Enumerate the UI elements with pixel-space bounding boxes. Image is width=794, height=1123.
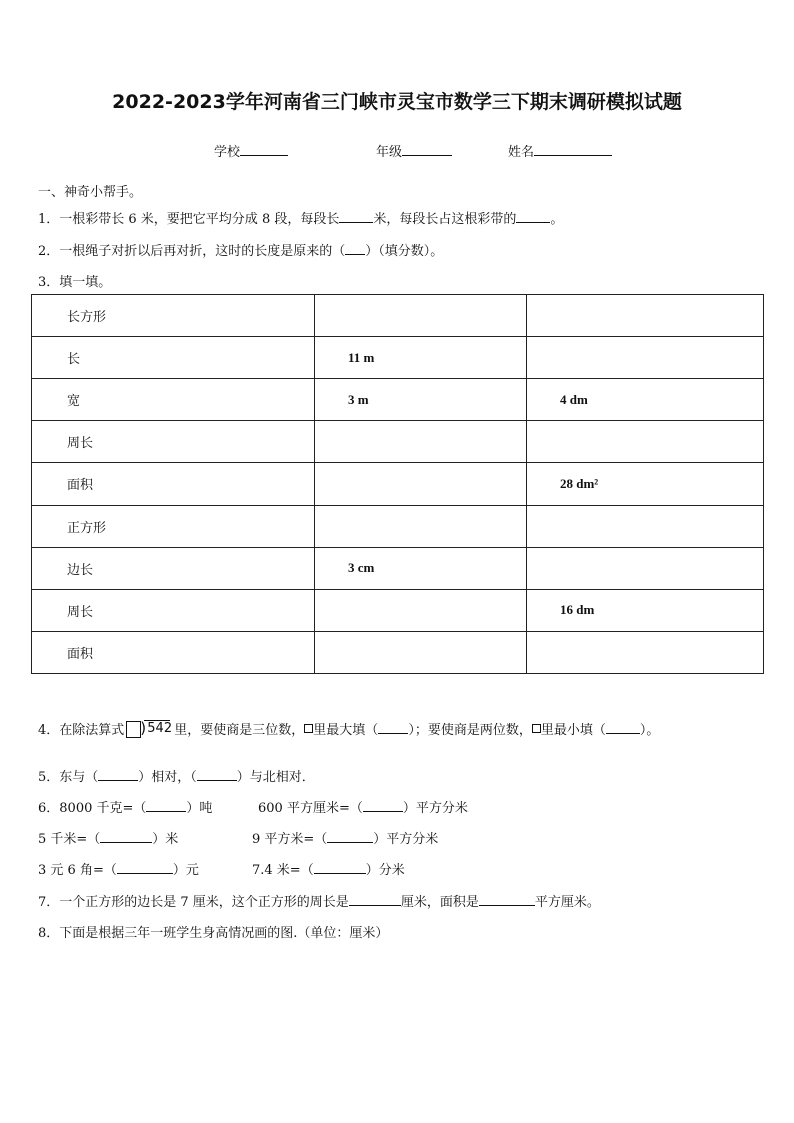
table-cell[interactable] — [527, 631, 764, 673]
dividend: 542 — [147, 721, 173, 736]
q5-blank-2[interactable] — [197, 766, 237, 781]
q6-r1-text-d: ）平方分米 — [402, 801, 468, 816]
table-cell[interactable] — [527, 337, 764, 379]
name-blank[interactable] — [534, 141, 612, 156]
table-row — [32, 589, 764, 631]
section-heading: 一、神奇小帮手。 — [38, 185, 143, 200]
table-row-label: 长 — [32, 337, 315, 379]
q6-r3-text-a: 3 元 6 角=（ — [38, 863, 117, 878]
q1-text-b: 米，每段长占这根彩带的 — [373, 212, 517, 227]
table-cell[interactable] — [527, 547, 764, 589]
grade-blank[interactable] — [402, 141, 452, 156]
fill-table — [31, 294, 764, 674]
q6-r3-blank-2[interactable] — [314, 859, 366, 874]
q6-r1-blank-1[interactable] — [146, 797, 186, 812]
q6-r3-text-d: ）分米 — [365, 863, 405, 878]
table-row-label: 周长 — [32, 589, 315, 631]
table-row — [32, 379, 764, 421]
question-7 — [38, 891, 600, 910]
question-8: 8．下面是根据三年一班学生身高情况画的图.（单位：厘米） — [38, 926, 389, 941]
q1-blank-1[interactable] — [339, 208, 373, 223]
table-cell[interactable] — [315, 421, 527, 463]
table-row — [32, 421, 764, 463]
q1-blank-2[interactable] — [516, 208, 550, 223]
table-cell[interactable] — [315, 295, 527, 337]
q4-text-f: ）。 — [639, 723, 660, 738]
q7-text-c: 平方厘米。 — [534, 895, 600, 910]
question-6-row-3-right — [252, 859, 405, 878]
table-cell[interactable]: 28 dm² — [527, 463, 764, 505]
q5-text-a: 5．东与（ — [38, 770, 99, 785]
grade-label: 年级 — [376, 145, 403, 160]
table-cell[interactable]: 3 m — [315, 379, 527, 421]
table-row-label: 长方形 — [32, 295, 315, 337]
table-cell[interactable] — [315, 589, 527, 631]
table-row — [32, 547, 764, 589]
q1-text-a: 1．一根彩带长 6 米，要把它平均分成 8 段，每段长 — [38, 212, 340, 227]
page-title: 2022-2023学年河南省三门峡市灵宝市数学三下期末调研模拟试题 — [112, 91, 682, 113]
q4-text-b: 里，要使商是三位数， — [174, 723, 305, 738]
table-cell[interactable]: 11 m — [315, 337, 527, 379]
division-bracket: ) — [140, 719, 147, 737]
table-row — [32, 337, 764, 379]
division-expression — [126, 720, 172, 738]
q2-blank[interactable] — [345, 240, 365, 255]
q6-r3-blank-1[interactable] — [117, 859, 173, 874]
q4-text-e: 里最小填（ — [540, 723, 606, 738]
q6-r1-text-b: ）吨 — [186, 801, 213, 816]
question-3: 3．填一填。 — [38, 275, 112, 290]
question-6-row-2 — [38, 828, 178, 847]
divisor-box[interactable] — [126, 721, 141, 738]
q6-r2-text-a: 5 千米=（ — [38, 832, 101, 847]
q4-text-c: 里最大填（ — [313, 723, 379, 738]
table-row — [32, 505, 764, 547]
table-cell[interactable] — [315, 505, 527, 547]
q1-text-c: 。 — [550, 212, 564, 227]
q6-r3-text-c: 7.4 米=（ — [252, 863, 314, 878]
question-6-row-1-right — [258, 797, 468, 816]
q2-text-b: ）（填分数）。 — [365, 244, 444, 259]
table-cell[interactable]: 16 dm — [527, 589, 764, 631]
table-cell[interactable] — [527, 295, 764, 337]
box-symbol — [304, 724, 313, 733]
q6-r1-text-a: 6．8000 千克=（ — [38, 801, 147, 816]
q5-blank-1[interactable] — [98, 766, 138, 781]
q7-blank-1[interactable] — [349, 891, 401, 906]
table-row-label: 面积 — [32, 463, 315, 505]
name-field — [508, 141, 612, 160]
q6-r2-text-c: 9 平方米=（ — [252, 832, 328, 847]
table-cell[interactable] — [315, 463, 527, 505]
q6-r1-blank-2[interactable] — [363, 797, 403, 812]
q4-blank-1[interactable] — [378, 719, 408, 734]
q2-text-a: 2．一根绳子对折以后再对折，这时的长度是原来的（ — [38, 244, 346, 259]
q5-text-b: ）相对，（ — [138, 770, 197, 785]
table-cell[interactable]: 4 dm — [527, 379, 764, 421]
question-5 — [38, 766, 315, 785]
question-6-row-2-right — [252, 828, 438, 847]
table-row-label: 边长 — [32, 547, 315, 589]
table-row-label: 周长 — [32, 421, 315, 463]
q4-blank-2[interactable] — [606, 719, 640, 734]
q4-text-a: 4．在除法算式 — [38, 723, 125, 738]
grade-field — [376, 141, 452, 160]
q6-r1-text-c: 600 平方厘米=（ — [258, 801, 363, 816]
table-row — [32, 295, 764, 337]
table-cell[interactable]: 3 cm — [315, 547, 527, 589]
table-row — [32, 463, 764, 505]
q5-text-c: ）与北相对． — [236, 770, 315, 785]
q4-text-d: ）；要使商是两位数， — [408, 723, 532, 738]
question-4 — [38, 719, 659, 738]
q6-r2-blank-1[interactable] — [100, 828, 152, 843]
q7-text-a: 7．一个正方形的边长是 7 厘米，这个正方形的周长是 — [38, 895, 349, 910]
table-row-label: 面积 — [32, 631, 315, 673]
school-label: 学校 — [214, 145, 241, 160]
table-cell[interactable] — [527, 505, 764, 547]
q6-r2-blank-2[interactable] — [327, 828, 373, 843]
q7-text-b: 厘米，面积是 — [400, 895, 479, 910]
question-6-row-3 — [38, 859, 199, 878]
table-cell[interactable] — [315, 631, 527, 673]
question-1 — [38, 208, 563, 227]
question-2 — [38, 240, 443, 259]
school-blank[interactable] — [240, 141, 288, 156]
q6-r2-text-d: ）平方分米 — [373, 832, 439, 847]
table-row-label: 正方形 — [32, 505, 315, 547]
name-label: 姓名 — [508, 145, 535, 160]
q7-blank-2[interactable] — [479, 891, 535, 906]
q6-r2-text-b: ）米 — [152, 832, 179, 847]
box-symbol — [532, 724, 541, 733]
question-6-row-1 — [38, 797, 212, 816]
table-cell[interactable] — [527, 421, 764, 463]
table-row-label: 宽 — [32, 379, 315, 421]
q6-r3-text-b: ）元 — [172, 863, 199, 878]
school-field — [214, 141, 288, 160]
table-row — [32, 631, 764, 673]
